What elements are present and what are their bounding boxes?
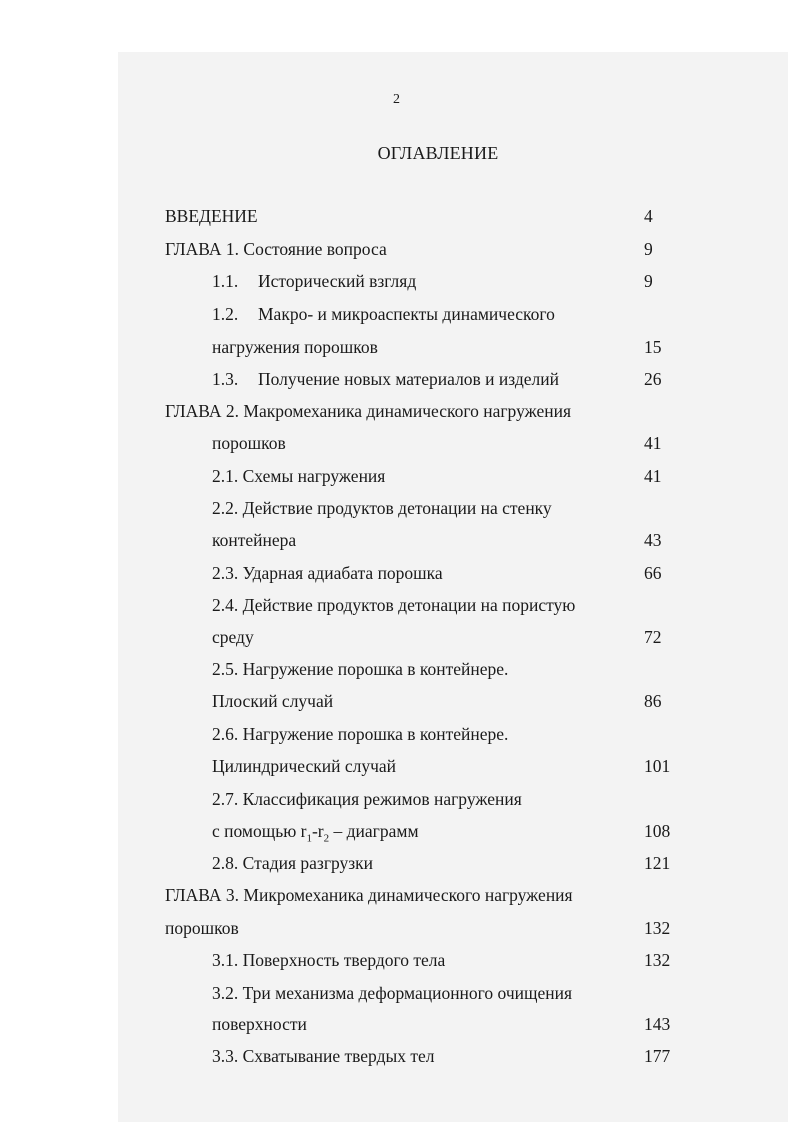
section-number: 1.2.: [212, 304, 239, 324]
entry-page: 41: [644, 433, 662, 453]
entry-text: ГЛАВА 2. Макромеханика динамического нагружения: [165, 401, 571, 421]
entry-text: 2.6. Нагружение порошка в контейнере.: [212, 724, 509, 744]
entry-page: 26: [644, 369, 662, 389]
entry-text: Получение новых материалов и изделий: [258, 369, 560, 389]
entry-text: – диаграмм: [329, 821, 419, 841]
entry-page: 101: [644, 756, 671, 776]
entry-text: -r: [311, 821, 324, 841]
entry-text: ГЛАВА 3. Микромеханика динамического нагружения: [165, 885, 573, 905]
section-number: 1.1.: [212, 271, 239, 291]
subscript: 2: [323, 832, 330, 845]
subscript: 1: [306, 832, 312, 845]
entry-text: 2.3. Ударная адиабата порошка: [212, 563, 443, 583]
entry-text: 2.4. Действие продуктов детонации на пористую: [212, 595, 576, 615]
entry-text: 2.1. Схемы нагружения: [212, 466, 386, 486]
entry-text: 2.2. Действие продуктов детонации на стенку: [212, 498, 552, 518]
entry-text: порошков: [212, 433, 286, 453]
entry-text: 3.3. Схватывание твердых тел: [212, 1046, 435, 1066]
entry-text: контейнера: [212, 530, 297, 550]
entry-page: 43: [644, 530, 662, 550]
page-number: 2: [393, 92, 400, 107]
entry-page: 9: [644, 271, 653, 291]
entry-page: 132: [644, 950, 671, 970]
entry-page: 121: [644, 853, 671, 873]
entry-text: 2.8. Стадия разгрузки: [212, 853, 374, 873]
entry-page: 86: [644, 691, 662, 711]
entry-text: с помощью r: [212, 821, 307, 841]
section-number: 1.3.: [212, 369, 239, 389]
entry-page: 72: [644, 627, 662, 647]
entry-text: порошков: [165, 918, 239, 938]
entry-page: 108: [644, 821, 671, 841]
entry-page: 66: [644, 563, 662, 583]
entry-page: 9: [644, 239, 653, 259]
entry-text: ГЛАВА 1. Состояние вопроса: [165, 239, 387, 259]
entry-text: поверхности: [212, 1014, 307, 1034]
entry-text: 2.5. Нагружение порошка в контейнере.: [212, 659, 509, 679]
entry-text: Исторический взгляд: [258, 271, 417, 291]
entry-text: нагружения порошков: [212, 337, 378, 357]
entry-page: 41: [644, 466, 662, 486]
entry-text: среду: [212, 627, 254, 647]
entry-page: 15: [644, 337, 662, 357]
entry-text: ВВЕДЕНИЕ: [165, 206, 258, 226]
entry-text: 2.7. Классификация режимов нагружения: [212, 789, 522, 809]
entry-text: Плоский случай: [212, 691, 334, 711]
entry-page: 4: [644, 206, 653, 226]
toc-title: ОГЛАВЛЕНИЕ: [377, 143, 499, 163]
entry-page: 177: [644, 1046, 671, 1066]
entry-text: 3.2. Три механизма деформационного очищения: [212, 983, 573, 1003]
entry-text: 3.1. Поверхность твердого тела: [212, 950, 446, 970]
entry-page: 132: [644, 918, 671, 938]
entry-text: Макро- и микроаспекты динамического: [258, 304, 555, 324]
entry-text: Цилиндрический случай: [212, 756, 397, 776]
entry-page: 143: [644, 1014, 671, 1034]
